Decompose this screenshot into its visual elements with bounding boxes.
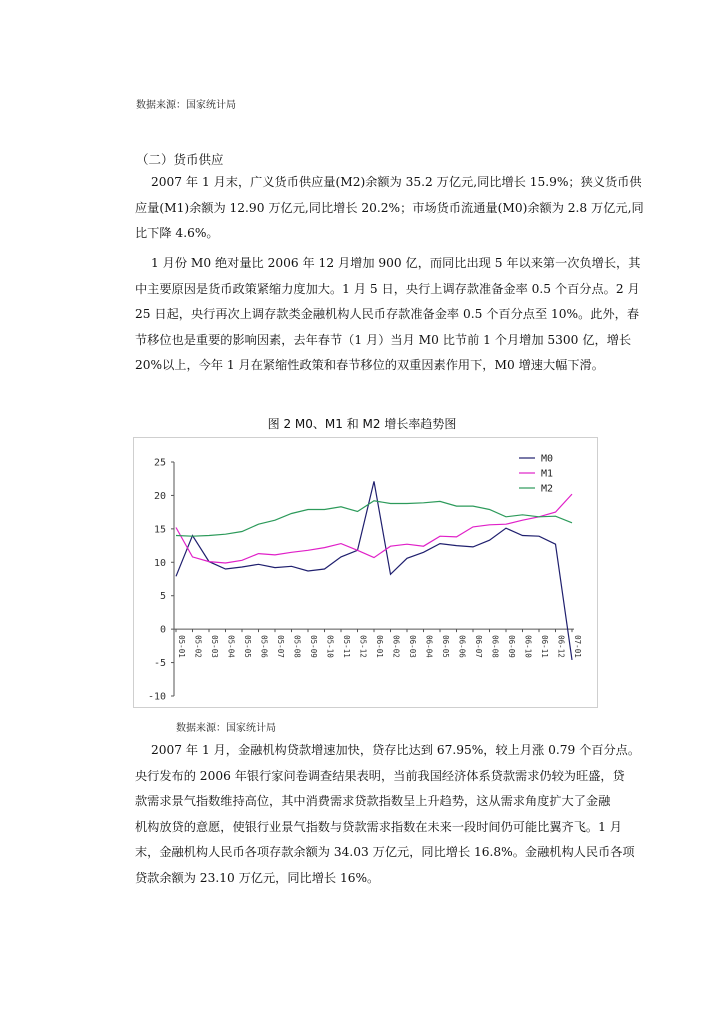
x-tick-label: 06-10: [523, 635, 533, 658]
y-tick-label: -5: [153, 658, 166, 670]
x-tick-label: 05-08: [292, 635, 302, 658]
x-tick-label: 05-02: [193, 635, 203, 658]
x-tick-label: 05-12: [358, 635, 368, 658]
y-tick-label: 20: [153, 490, 166, 502]
x-tick-label: 06-02: [391, 635, 401, 658]
x-tick-label: 06-05: [441, 635, 450, 658]
paragraph-m0-analysis: [135, 251, 641, 379]
paragraph-loans: [135, 738, 641, 891]
source-note-chart: 数据来源：国家统计局: [176, 723, 276, 734]
x-tick-label: 05-07: [276, 635, 285, 658]
x-tick-label: 06-07: [474, 635, 483, 658]
x-tick-label: 05-04: [226, 635, 236, 658]
legend-label-m2: M2: [541, 483, 554, 495]
chart-title: 图 2 M0、M1 和 M2 增长率趋势图: [267, 417, 457, 431]
y-tick-label: 0: [159, 624, 166, 636]
para2-line-1: 1 月份 M0 绝对量比 2006 年 12 月增加 900 亿，而同比出现 5 年以来第一次负增长，其: [151, 256, 641, 270]
x-tick-label: 05-10: [325, 635, 335, 658]
x-tick-label: 06-12: [556, 635, 566, 658]
x-tick-label: 05-06: [259, 635, 269, 658]
growth-rate-chart: [134, 438, 597, 707]
x-tick-label: 06-03: [408, 635, 417, 658]
para2-line-4: 节移位也是重要的影响因素，去年春节（1 月）当月 M0 比节前 1 个月增加 5300 亿，增长: [135, 332, 632, 347]
y-tick-label: 15: [153, 524, 166, 536]
para1-line-1: 2007 年 1 月末，广义货币供应量(M2)余额为 35.2 万亿元,同比增长 15.9%；狭义货币供: [151, 175, 642, 189]
x-tick-label: 06-11: [540, 635, 549, 658]
para2-line-2: 中主要原因是货币政策紧缩力度加大。1 月 5 日，央行上调存款准备金率 0.5 个百分点。2 月: [135, 281, 640, 296]
para2-line-3: 25 日起，央行再次上调存款类金融机构人民币存款准备金率 0.5 个百分点至 10%。此外，春: [135, 307, 640, 321]
x-tick-label: 05-03: [210, 635, 219, 658]
para3-line-4: 机构放贷的意愿，使银行业景气指数与贷款需求指数在未来一段时间仍可能比翼齐飞。1 月: [135, 819, 622, 834]
series-line-m0: [176, 481, 572, 660]
paragraph-money-supply: [135, 170, 644, 247]
para2-line-5: 20%以上，今年 1 月在紧缩性政策和春节移位的双重因素作用下，M0 增速大幅下滑。: [135, 358, 604, 372]
x-tick-label: 05-09: [309, 635, 318, 658]
x-tick-label: 05-11: [342, 635, 351, 658]
x-tick-label: 07-01: [573, 635, 582, 658]
legend-label-m0: M0: [541, 453, 554, 465]
y-tick-label: 5: [159, 591, 166, 603]
y-tick-label: -10: [147, 691, 166, 703]
para3-line-2: 央行发布的 2006 年银行家问卷调查结果表明，当前我国经济体系贷款需求仍较为旺盛，贷: [135, 768, 625, 783]
x-tick-label: 06-08: [490, 635, 500, 658]
para3-line-3: 款需求景气指数维持高位，其中消费需求贷款指数呈上升趋势，这从需求角度扩大了金融: [135, 794, 611, 808]
x-tick-label: 06-01: [375, 635, 384, 658]
para3-line-6: 贷款余额为 23.10 万亿元，同比增长 16%。: [135, 870, 380, 885]
x-tick-label: 06-06: [457, 635, 467, 658]
y-tick-label: 25: [153, 457, 166, 469]
x-tick-label: 05-01: [177, 635, 186, 658]
x-tick-label: 06-04: [424, 635, 434, 658]
series-line-m1: [176, 494, 572, 563]
y-tick-label: 10: [153, 557, 166, 569]
para1-line-3: 比下降 4.6%。: [135, 226, 219, 240]
para3-line-5: 末，金融机构人民币各项存款余额为 34.03 万亿元，同比增长 16.8%。金融机构人民币各项: [135, 845, 635, 859]
chart-frame: [133, 437, 598, 708]
para3-line-1: 2007 年 1 月，金融机构贷款增速加快，贷存比达到 67.95%，较上月涨 0.79 个百分点。: [151, 743, 641, 757]
section-heading: （二）货币供应: [136, 152, 224, 167]
legend-label-m1: M1: [541, 468, 554, 480]
x-tick-label: 06-09: [507, 635, 516, 658]
para1-line-2: 应量(M1)余额为 12.90 万亿元,同比增长 20.2%；市场货币流通量(M0)余额为 2.8 万亿元,同: [135, 200, 644, 215]
source-note-top: 数据来源：国家统计局: [136, 100, 236, 111]
x-tick-label: 05-05: [243, 635, 252, 658]
